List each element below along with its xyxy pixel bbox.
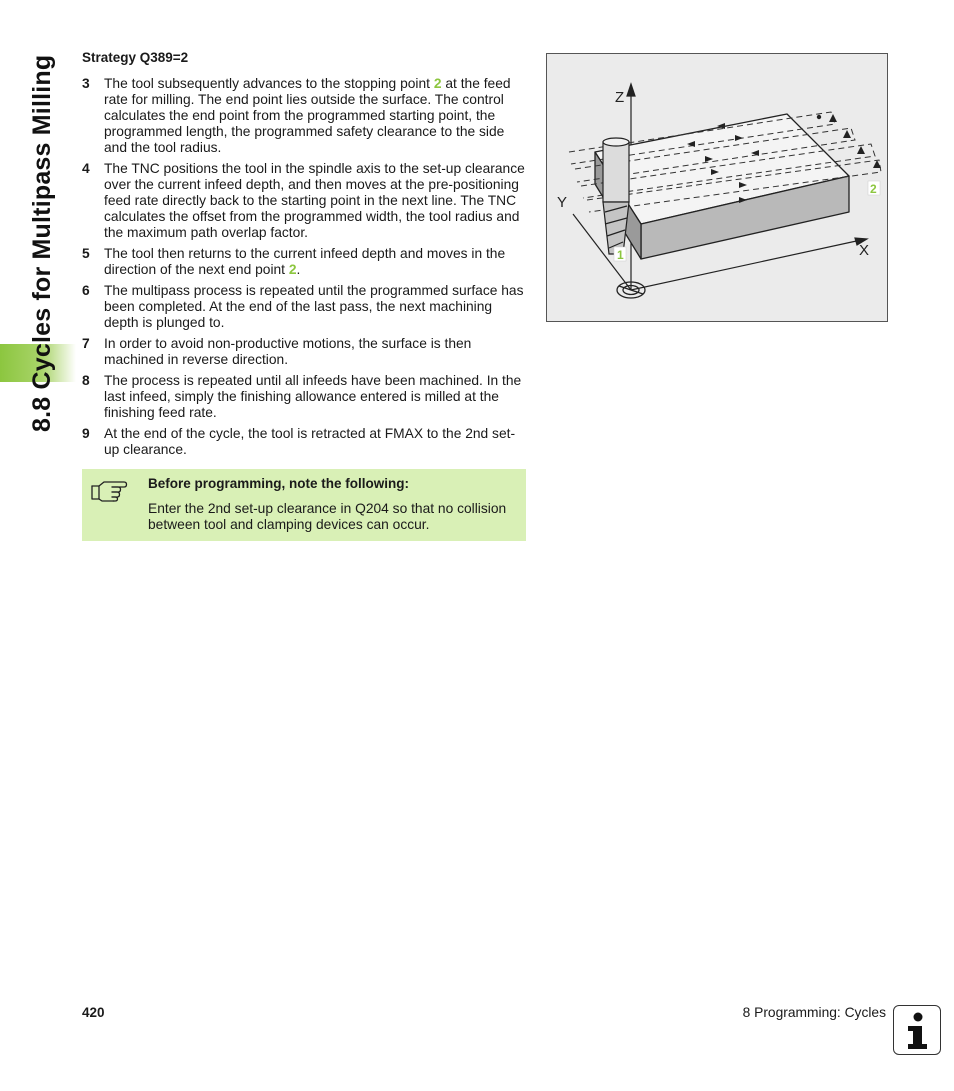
step-number: 5 — [82, 246, 90, 261]
step-number: 4 — [82, 161, 90, 176]
y-axis-label: Y — [557, 194, 568, 211]
x-axis-label: X — [859, 242, 870, 259]
step-item — [82, 246, 526, 278]
step-text: The multipass process is repeated until the programmed surface has been completed. At the end of the last pass, the next machining depth is plunged to. — [104, 283, 524, 330]
step-text: The tool then returns to the current infeed depth and moves in the direction of the next end point 2. — [104, 246, 506, 277]
step-text: The process is repeated until all infeeds have been machined. In the last infeed, simply the finishing allowance entered is milled at the finishing feed rate. — [104, 373, 522, 420]
page-number: 420 — [82, 1005, 105, 1020]
path-arrow — [829, 114, 837, 122]
note-body: Enter the 2nd set-up clearance in Q204 so that no collision between tool and clamping devices can occur. — [148, 501, 507, 532]
path-arrow — [857, 146, 865, 154]
step-number: 7 — [82, 336, 90, 351]
step-item — [82, 161, 526, 241]
step-item — [82, 373, 526, 421]
step-text: The TNC positions the tool in the spindle axis to the set-up clearance over the current infeed depth, and then moves at the pre-positioning feed rate directly back to the starting point in the next line. The TNC calculates the offset from the programmed width, the tool radius and the maximum path overlap factor. — [104, 161, 525, 240]
path-end-dot — [817, 115, 821, 119]
strategy-figure — [546, 53, 888, 322]
pointing-hand-icon — [90, 477, 128, 503]
point-2-ref: 2 — [433, 76, 442, 91]
point-1-label: 1 — [617, 248, 624, 262]
chapter-side-title: 8.8 Cycles for Multipass Milling — [28, 54, 56, 432]
point-2-ref: 2 — [288, 262, 297, 277]
step-number: 8 — [82, 373, 90, 388]
step-text: In order to avoid non-productive motions, the surface is then machined in reverse direction. — [104, 336, 472, 367]
step-item — [82, 426, 526, 458]
z-axis-arrow — [627, 84, 635, 96]
step-list — [82, 76, 526, 463]
z-axis-label: Z — [615, 89, 625, 106]
path-arrow — [843, 130, 851, 138]
section-heading: Strategy Q389=2 — [82, 50, 189, 65]
point-2-label: 2 — [870, 182, 877, 196]
step-number: 3 — [82, 76, 90, 91]
end-mill-top — [603, 138, 629, 146]
footer-chapter: 8 Programming: Cycles — [742, 1005, 886, 1020]
step-number: 9 — [82, 426, 90, 441]
end-mill-flutes — [603, 202, 629, 254]
programming-note — [82, 469, 526, 541]
step-text: At the end of the cycle, the tool is retracted at FMAX to the 2nd set-up clearance. — [104, 426, 516, 457]
path-arrow — [873, 160, 881, 168]
step-text: The tool subsequently advances to the stopping point 2 at the feed rate for milling. The end point lies outside the surface. The control calculates the end point from the programmed starting point, the programmed length, the programmed safety clearance to the side and the tool radius. — [104, 76, 511, 155]
end-mill-shank — [603, 142, 629, 202]
note-title: Before programming, note the following: — [148, 476, 409, 491]
step-item — [82, 283, 526, 331]
step-number: 6 — [82, 283, 90, 298]
step-item — [82, 336, 526, 368]
svg-text:i: i — [794, 906, 795, 907]
milling-path-illustration — [547, 54, 887, 321]
step-item — [82, 76, 526, 156]
